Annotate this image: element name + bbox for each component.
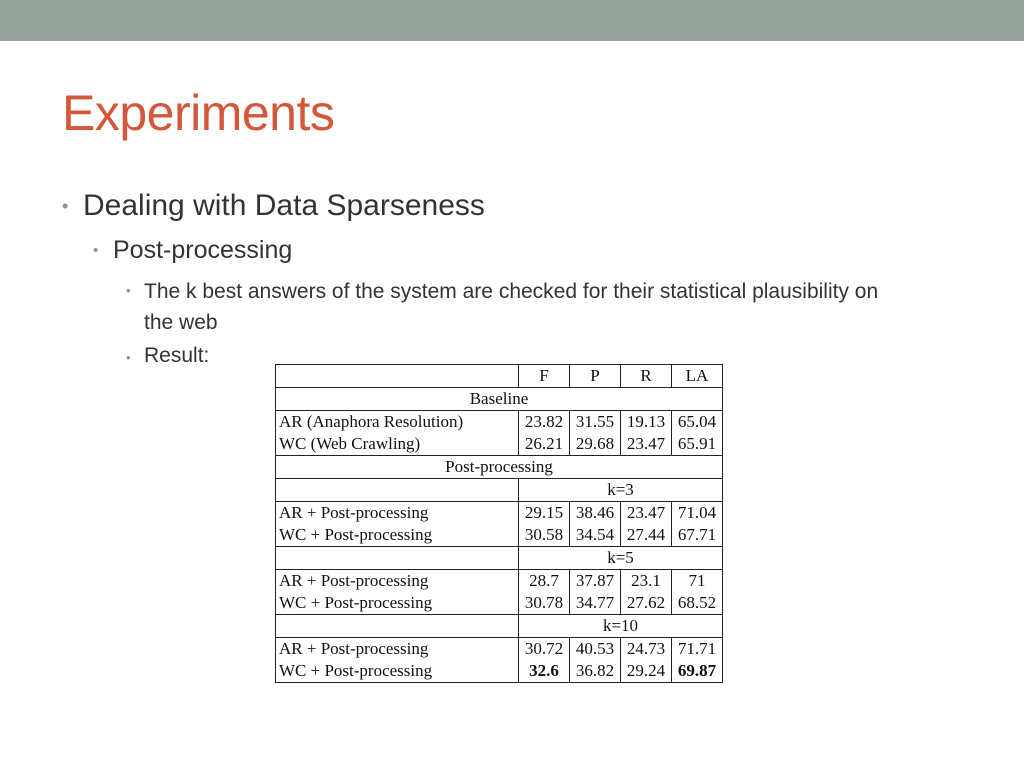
row-label: AR (Anaphora Resolution) — [276, 411, 519, 434]
header-cell: LA — [672, 365, 723, 388]
bullet-dot: • — [62, 196, 69, 216]
cell-value: 37.87 — [570, 570, 621, 593]
table-row — [276, 411, 723, 434]
cell-value: 24.73 — [621, 638, 672, 661]
cell-value: 31.55 — [570, 411, 621, 434]
cell-value: 23.47 — [621, 502, 672, 525]
k-row — [276, 479, 723, 502]
table-row — [276, 660, 723, 683]
cell-value: 65.91 — [672, 433, 723, 456]
cell-value: 34.54 — [570, 524, 621, 547]
k-label: k=5 — [519, 547, 723, 570]
cell-value: 29.24 — [621, 660, 672, 683]
cell-value: 30.58 — [519, 524, 570, 547]
cell-value: 29.15 — [519, 502, 570, 525]
k-empty-cell — [276, 547, 519, 570]
cell-value: 65.04 — [672, 411, 723, 434]
header-cell: F — [519, 365, 570, 388]
k-empty-cell — [276, 615, 519, 638]
cell-value: 30.72 — [519, 638, 570, 661]
k-label: k=3 — [519, 479, 723, 502]
table-row — [276, 524, 723, 547]
cell-value: 23.82 — [519, 411, 570, 434]
section-row-postprocessing — [276, 456, 723, 479]
bullet-dot: • — [126, 350, 131, 365]
cell-value: 23.1 — [621, 570, 672, 593]
cell-value: 71 — [672, 570, 723, 593]
row-label: WC + Post-processing — [276, 524, 519, 547]
k-label: k=10 — [519, 615, 723, 638]
cell-value: 30.78 — [519, 592, 570, 615]
cell-value: 28.7 — [519, 570, 570, 593]
section-label: Post-processing — [276, 456, 723, 479]
cell-value: 68.52 — [672, 592, 723, 615]
header-row — [276, 365, 723, 388]
row-label: WC (Web Crawling) — [276, 433, 519, 456]
bullet-level3-result: Result: — [144, 344, 210, 367]
cell-value-best: 69.87 — [672, 660, 723, 683]
header-empty-cell — [276, 365, 519, 388]
bullet-level2: Post-processing — [113, 236, 293, 264]
cell-value: 67.71 — [672, 524, 723, 547]
bullet-level3-description: The k best answers of the system are checked for their statistical plausibility on the web — [144, 280, 879, 334]
k-row — [276, 547, 723, 570]
cell-value: 23.47 — [621, 433, 672, 456]
cell-value: 27.44 — [621, 524, 672, 547]
cell-value: 38.46 — [570, 502, 621, 525]
cell-value: 36.82 — [570, 660, 621, 683]
cell-value: 27.62 — [621, 592, 672, 615]
row-label: AR + Post-processing — [276, 638, 519, 661]
row-label: WC + Post-processing — [276, 592, 519, 615]
header-cell: R — [621, 365, 672, 388]
cell-value: 34.77 — [570, 592, 621, 615]
cell-value-best: 32.6 — [519, 660, 570, 683]
header-cell: P — [570, 365, 621, 388]
cell-value: 71.71 — [672, 638, 723, 661]
cell-value: 71.04 — [672, 502, 723, 525]
bullet-dot: • — [93, 242, 99, 259]
results-table — [275, 364, 723, 683]
cell-value: 26.21 — [519, 433, 570, 456]
bullet-dot: • — [126, 283, 131, 298]
table-row — [276, 638, 723, 661]
row-label: AR + Post-processing — [276, 502, 519, 525]
section-label: Baseline — [276, 388, 723, 411]
bullet-level1: Dealing with Data Sparseness — [83, 189, 485, 222]
table-row — [276, 592, 723, 615]
cell-value: 40.53 — [570, 638, 621, 661]
cell-value: 19.13 — [621, 411, 672, 434]
slide-title: Experiments — [62, 85, 335, 141]
table-row — [276, 570, 723, 593]
cell-value: 29.68 — [570, 433, 621, 456]
section-row-baseline — [276, 388, 723, 411]
table-row — [276, 502, 723, 525]
k-empty-cell — [276, 479, 519, 502]
row-label: AR + Post-processing — [276, 570, 519, 593]
k-row — [276, 615, 723, 638]
row-label: WC + Post-processing — [276, 660, 519, 683]
top-banner — [0, 0, 1024, 41]
table-row — [276, 433, 723, 456]
